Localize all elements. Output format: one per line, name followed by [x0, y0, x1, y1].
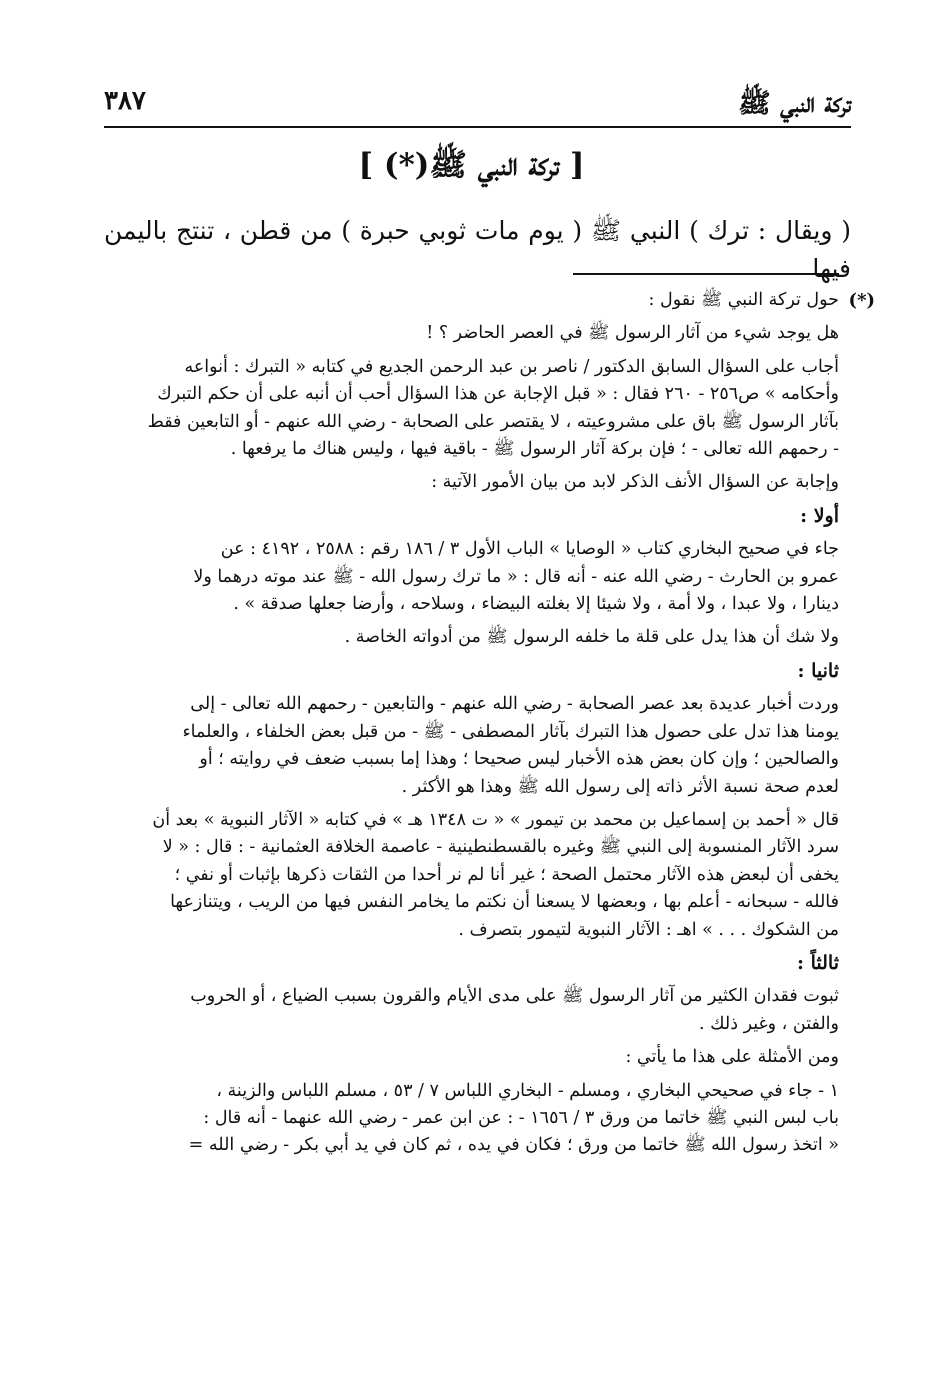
footnote-line: حول تركة النبي ﷺ نقول :	[648, 290, 839, 310]
footnote-line: أجاب على السؤال السابق الدكتور / ناصر بن عبد الرحمن الجديع في كتابه « التبرك : أنواعه	[184, 356, 839, 377]
footnote-line: ثبوت فقدان الكثير من آثار الرسول ﷺ على مدى الأيام والقرون بسبب الضياع ، أو الحروب	[190, 986, 839, 1007]
intro-paragraph: ( ويقال : ترك ) النبي ﷺ ( يوم مات ثوبي حبرة ) من قطن ، تنتج باليمن فيها	[104, 216, 851, 283]
footnote-line: بآثار الرسول ﷺ باق على مشروعيته ، لا يقتصر على الصحابة - رضي الله عنهم - أو التابعين فقط	[147, 411, 839, 432]
footnote-line: وأحكامه » ص٢٥٦ - ٢٦٠ فقال : « قبل الإجابة عن هذا السؤال أحب أن أنبه على أن حكم التبرك	[157, 384, 839, 405]
running-title: تركة النبي ﷺ	[738, 88, 851, 119]
footnote-line: باب لبس النبي ﷺ خاتما من ورق ٣ / ١٦٥٦ - : عن ابن عمر - رضي الله عنهما - أنه قال :	[203, 1107, 839, 1128]
section-title: [ تركة النبي ﷺ(*) ]	[358, 147, 585, 183]
footnote	[104, 287, 875, 1160]
footnote-line: وردت أخبار عديدة بعد عصر الصحابة - رضي الله عنهم - والتابعين - رحمهم الله تعالى - إلى	[190, 694, 839, 715]
footnote-line: وإجابة عن السؤال الأنف الذكر لابد من بيان الأمور الآتية :	[431, 472, 839, 493]
footnote-heading: ثالثاً :	[796, 951, 839, 974]
page-header	[104, 86, 851, 128]
footnote-line: والصالحين ؛ وإن كان بعض هذه الأخبار ليس صحيحا ؛ وهذا إما بسبب ضعف في روايته ؛ أو	[199, 749, 839, 770]
footnote-line: قال « أحمد بن إسماعيل بن محمد بن تيمور » « ت ١٣٤٨ هـ » في كتابه « الآثار النبوية » بعد أن	[152, 809, 839, 830]
footnote-line: جاء في صحيح البخاري كتاب « الوصايا » الباب الأول ٣ / ١٨٦ رقم : ٢٥٨٨ ، ٤١٩٢ : عن	[220, 539, 839, 560]
footnote-line: يومنا هذا تدل على حصول هذا التبرك بآثار المصطفى - ﷺ - من قبل بعض الخلفاء ، والعلماء	[182, 721, 839, 742]
footnote-line: يخفى أن لبعض هذه الآثار محتمل الصحة ؛ غير أنا لم نر أحدا من الثقات ذكرها بإثبات أو نفي ؛	[174, 864, 839, 885]
footnote-line: سرد الآثار المنسوبة إلى النبي ﷺ وغيره بالقسطنطينية - عاصمة الخلافة العثمانية - : قال : « لا	[162, 837, 839, 858]
footnote-line: من الشكوك . . . » اهـ : الآثار النبوية لتيمور بتصرف .	[458, 919, 839, 940]
footnote-line: دينارا ، ولا عبدا ، ولا أمة ، ولا شيئا إلا بغلته البيضاء ، وسلاحه ، وأرضا جعلها صدقة » .	[233, 594, 839, 615]
footnote-line: ولا شك أن هذا يدل على قلة ما خلفه الرسول ﷺ من أدواته الخاصة .	[344, 627, 839, 648]
footnote-line: لعدم صحة نسبة الأثر ذاته إلى رسول الله ﷺ وهذا هو الأكثر .	[401, 776, 839, 797]
footnote-line: عمرو بن الحارث - رضي الله عنه - أنه قال : « ما ترك رسول الله - ﷺ عند موته درهما ولا	[193, 566, 839, 587]
footnote-heading: أولا :	[800, 504, 839, 527]
footnote-line: « اتخذ رسول الله ﷺ خاتما من ورق ؛ فكان في يده ، ثم كان في يد أبي بكر - رضي الله =	[188, 1135, 839, 1156]
footnote-heading: ثانيا :	[797, 659, 839, 682]
footnote-separator	[573, 273, 839, 275]
page-number: ٣٨٧	[104, 86, 146, 116]
footnote-line: هل يوجد شيء من آثار الرسول ﷺ في العصر الحاضر ؟ !	[426, 323, 839, 344]
footnote-line: والفتن ، وغير ذلك .	[699, 1013, 839, 1034]
footnote-line: - رحمهم الله تعالى - ؛ فإن بركة آثار الرسول ﷺ - باقية فيها ، وليس هناك ما يرفعها .	[230, 439, 839, 460]
footnote-line: ومن الأمثلة على هذا ما يأتي :	[625, 1047, 839, 1068]
footnote-line: فالله - سبحانه - أعلم بها ، وبعضها لا يسعنا أن نكتم ما يخامر النفس فيها من الريب ، ويتنازعها	[170, 892, 839, 913]
footnote-marker: (*)	[848, 290, 875, 311]
footnote-line: ١ - جاء في صحيحي البخاري ، ومسلم - البخاري اللباس ٧ / ٥٣ ، مسلم اللباس والزينة ،	[216, 1080, 839, 1101]
